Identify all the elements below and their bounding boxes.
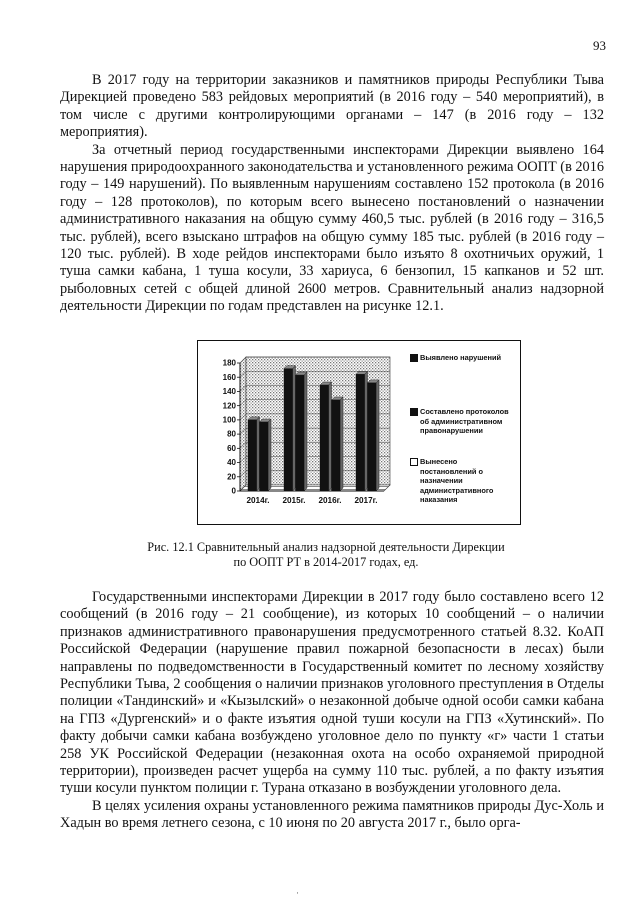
bar	[320, 385, 329, 491]
legend-label-protocols: Составлено протоколов об административном правонарушении	[420, 407, 509, 436]
bar-side	[329, 382, 332, 491]
paragraph-violations: За отчетный период государственными инспекторами Дирекции выявлено 164 нарушения природоохранного законодательства и установленного режима ООПТ (в 2016 году – 149 нарушений). По выявленным нарушениям составлено 152 протокола (в 2016 году – 128 протоколов), по которым всего вынесено постановлений о назначении административного наказания на общую сумму 460,5 тыс. рублей (в 2016 году – 316,5 тыс. рублей), всего взыскано штрафов на общую сумму 185 тыс. рублей (в 2016 году – 120 тыс. рублей). В ходе рейдов инспекторами было изъято 8 охотничьих оружий, 1 туша самки кабана, 1 туша косули, 33 хариуса, 6 бензопил, 15 капканов и 52 шт. рыболовных сетей с общей длиной 2600 метров. Сравнительный анализ надзорной деятельности Дирекции по годам представлен на рисунке 12.1.	[60, 141, 604, 315]
y-tick-label: 40	[227, 458, 236, 468]
y-tick-label: 0	[231, 486, 236, 496]
bar	[260, 422, 269, 491]
x-tick-label: 2015г.	[282, 496, 306, 505]
bar	[332, 400, 341, 491]
paragraph-summer-protection: В целях усиления охраны установленного режима памятников природы Дус-Холь и Хадын во время летнего сезона, с 10 июня по 20 августа 2017 г., было орга-	[60, 797, 604, 832]
y-tick-label: 100	[222, 415, 236, 425]
text-block-bottom	[60, 589, 604, 833]
bar-side	[365, 371, 368, 491]
page-mark: ·	[296, 888, 299, 898]
legend-item-decisions	[410, 457, 512, 505]
bar-side	[293, 366, 296, 491]
legend-swatch-decisions	[410, 458, 418, 466]
legend-swatch-violations	[410, 354, 418, 362]
text-block-top	[60, 72, 604, 316]
bar	[296, 375, 305, 491]
figure-caption-line1: Рис. 12.1 Сравнительный анализ надзорной деятельности Дирекции	[147, 540, 505, 554]
figure-caption	[120, 540, 532, 570]
y-tick-label: 60	[227, 443, 236, 453]
legend-swatch-protocols	[410, 408, 418, 416]
x-tick-label: 2017г.	[354, 496, 378, 505]
bar-side	[257, 417, 260, 491]
figure-caption-line2: по ООПТ РТ в 2014-2017 годах, ед.	[233, 555, 419, 569]
bar	[356, 374, 365, 491]
legend-item-violations	[410, 353, 512, 363]
y-tick-label: 180	[222, 358, 236, 368]
x-tick-label: 2014г.	[246, 496, 270, 505]
legend-label-decisions: Вынесено постановлений о назначении административного наказания	[420, 457, 494, 505]
bar-side	[304, 372, 307, 491]
bar-side	[376, 380, 379, 491]
y-tick-label: 140	[222, 387, 236, 397]
y-tick-label: 20	[227, 472, 236, 482]
bar	[284, 369, 293, 491]
bar	[368, 383, 377, 491]
bar-side	[340, 397, 343, 491]
legend-label-violations: Выявлено нарушений	[420, 353, 502, 362]
figure-chart	[197, 340, 521, 525]
chart-side-wall	[240, 357, 246, 491]
page-number: 93	[593, 38, 606, 53]
legend-item-protocols	[410, 407, 512, 436]
y-tick-label: 120	[222, 401, 236, 411]
bar	[248, 420, 257, 491]
bar-side	[268, 419, 271, 491]
paragraph-messages: Государственными инспекторами Дирекции в 2017 году было составлено всего 12 сообщений (в 2016 году – 21 сообщение), из которых 10 сообщений – о наличии признаков административного правонарушения предусмотренного статьей 8.32. КоАП Российской Федерации (нарушение правил пожарной безопасности в лесах) были направлены по подведомственности в Государственный комитет по лесному хозяйству Республики Тыва, 2 сообщения о наличии признаков уголовного преступления в Отделы полиции «Тандинский» и «Кызылский» о незаконной добыче одной особи самки кабана на ГПЗ «Дургенский» и о факте изъятия одной туши косули на ГПЗ «Хутинский». По факту добычи самки кабана возбуждено уголовное дело по пункту «г» части 1 статьи 258 УК Российской Федерации (незаконная охота на особо охраняемой природной территории), произведен расчет ущерба на сумму 110 тыс. рублей, а по факту изъятия туши косули пунктом полиции г. Турана отказано в возбуждении уголовного дела.	[60, 589, 604, 797]
y-tick-label: 80	[227, 429, 236, 439]
paragraph-raids: В 2017 году на территории заказников и памятников природы Республики Тыва Дирекцией проведено 583 рейдовых мероприятий (в 2016 году – 540 мероприятий), в том числе с другими контролирующими органами – 147 (в 2016 году – 132 мероприятия).	[60, 72, 604, 141]
y-tick-label: 160	[222, 372, 236, 382]
x-tick-label: 2016г.	[318, 496, 342, 505]
